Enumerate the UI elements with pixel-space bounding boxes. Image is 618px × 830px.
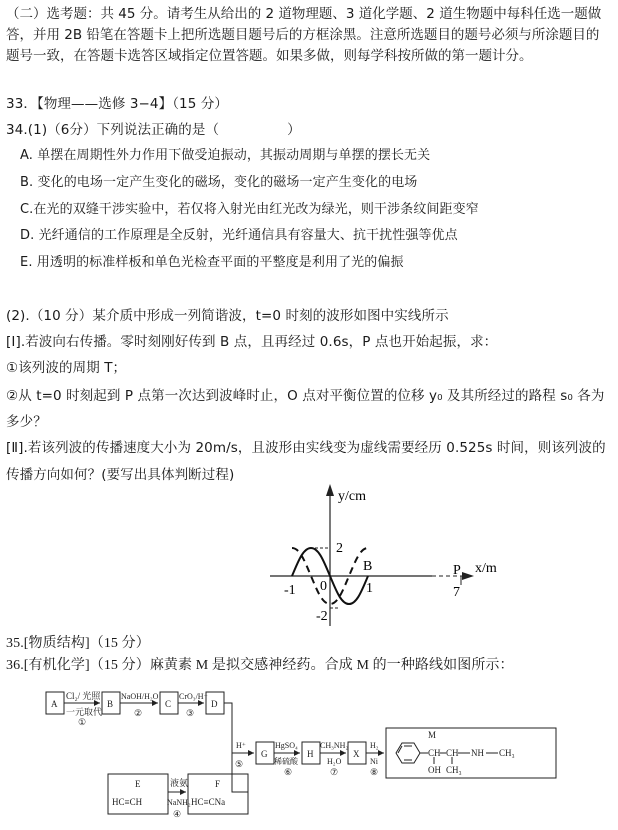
q34-part2-stem: (2).（10 分）某介质中形成一列简谐波，t=0 时刻的波形如图中实线所示	[6, 308, 449, 324]
x-axis-label: x/m	[475, 561, 497, 576]
node-f-formula: HC≡CNa	[191, 797, 226, 807]
m-ch3-branch: CH₃	[446, 765, 462, 775]
node-g-label: G	[261, 749, 268, 759]
tick-x-neg: -1	[284, 583, 296, 598]
step8-condition: Ni	[370, 757, 378, 766]
node-x-label: X	[353, 749, 360, 759]
step6-reagent: HgSO₄	[275, 741, 298, 750]
q34-sub1-q2-line1: ②从 t=0 时刻起到 P 点第一次达到波峰时止，O 点对平衡位置的位移 y₀ 及其所经过的路程 s₀ 各为	[6, 388, 605, 404]
point-p-label: P	[453, 563, 461, 578]
tick-x-one: 1	[366, 581, 373, 596]
step4-condition: NaNH₂	[167, 798, 191, 807]
q34-option-e: E. 用透明的标准样板和单色光检查平面的平整度是利用了光的偏振	[20, 255, 404, 270]
tick-y-pos: 2	[336, 541, 343, 556]
step1-condition: 一元取代	[66, 707, 103, 717]
step3-reagent: CrO₃/H⁺	[179, 692, 208, 701]
node-b-label: B	[107, 699, 114, 709]
step8-number: ⑧	[370, 767, 379, 777]
step1-number: ①	[78, 717, 87, 727]
step2-number: ②	[134, 708, 143, 718]
node-h-label: H	[307, 749, 314, 759]
q34-sub1-q1: ①该列波的周期 T；	[6, 360, 127, 376]
y-axis-arrow-icon	[326, 484, 334, 496]
m-nh: NH	[471, 748, 484, 758]
q34-part1-stem: 34.(1)（6分）下列说法正确的是（ ）	[6, 122, 301, 138]
step6-number: ⑥	[284, 767, 293, 777]
m-ch1: CH	[428, 748, 441, 758]
step1-reagent: Cl₂/ 光照	[66, 691, 101, 701]
node-a-label: A	[51, 699, 58, 709]
q36-title: 36.[有机化学]（15 分）麻黄素 M 是拟交感神经药。合成 M 的一种路线如图所示：	[6, 658, 514, 673]
q34-option-a: A. 单摆在周期性外力作用下做受迫振动，其振动周期与单摆的摆长无关	[20, 148, 431, 163]
synthesis-route-diagram	[30, 680, 560, 828]
x-axis-arrow-icon	[462, 572, 474, 580]
node-f-label: F	[215, 779, 221, 789]
step4-reagent: 液氨	[170, 778, 189, 788]
node-e-label: E	[135, 779, 141, 789]
q34-sub2-line2: 传播方向如何？(要写出具体判断过程)	[6, 467, 235, 483]
q34-sub1-q2-line2: 多少？	[6, 414, 47, 430]
origin-label: 0	[320, 579, 327, 594]
section-instructions: （二）选考题：共 45 分。请考生从给出的 2 道物理题、3 道化学题、2 道生物题中每科任选一题做答，并用 2B 铅笔在答题卡上把所选题目题号后的方框涂黑。注意所选题目的题号必须与所涂题目的题号一致，在答题卡选答区域指定位置答题。如果多做，则每学科按所做的第一题计分。	[6, 6, 602, 64]
step5-number: ⑤	[235, 759, 244, 769]
q35-title: 35.[物质结构]（15 分）	[6, 636, 150, 651]
node-e-formula: HC≡CH	[112, 797, 143, 807]
step7-number: ⑦	[330, 767, 339, 777]
q34-sub2-line1: [Ⅱ].若该列波的传播速度大小为 20m/s，且波形由实线变为虚线需要经历 0.525s 时间，则该列波的	[6, 440, 606, 456]
m-oh: OH	[428, 765, 441, 775]
step8-reagent: H₂	[370, 741, 379, 750]
q34-option-c: C.在光的双缝干涉实验中，若仅将入射光由红光改为绿光，则干涉条纹间距变窄	[20, 202, 479, 217]
step6-condition: 稀硫酸	[274, 757, 298, 766]
q34-sub1: [Ⅰ].若波向右传播。零时刻刚好传到 B 点，且再经过 0.6s，P 点也开始起振，求：	[6, 334, 498, 350]
step5-reagent: H⁺	[236, 741, 246, 750]
tick-x-p: 7	[453, 585, 460, 600]
node-d-label: D	[211, 699, 218, 709]
point-b-label: B	[363, 559, 373, 574]
tick-y-neg: -2	[316, 609, 328, 624]
step2-reagent: NaOH/H₂O	[121, 692, 159, 701]
q34-option-b: B. 变化的电场一定产生变化的磁场，变化的磁场一定产生变化的电场	[20, 175, 418, 190]
step7-reagent: CH₃NH₂	[320, 741, 349, 750]
node-c-label: C	[165, 699, 172, 709]
node-m-label: M	[428, 730, 437, 740]
q34-option-d: D. 光纤通信的工作原理是全反射，光纤通信具有容量大、抗干扰性强等优点	[20, 228, 458, 243]
wave-figure	[262, 478, 502, 628]
m-ch2: CH	[446, 748, 459, 758]
step3-number: ③	[186, 708, 195, 718]
step7-condition: H₂O	[327, 757, 342, 766]
step4-number: ④	[173, 809, 182, 819]
q33-title: 33．【物理——选修 3−4】（15 分）	[6, 96, 229, 112]
y-axis-label: y/cm	[338, 489, 366, 504]
m-ch3-end: CH₃	[499, 748, 515, 758]
